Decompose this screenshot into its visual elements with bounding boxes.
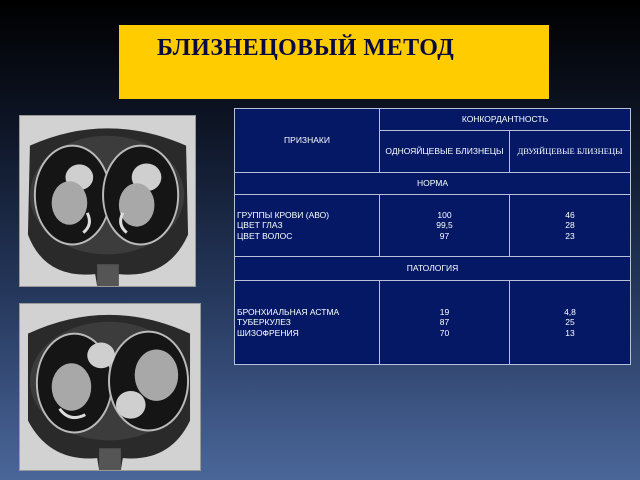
header-fraternal-twins: ДВУЯЙЦЕВЫЕ БЛИЗНЕЦЫ <box>510 131 631 173</box>
value-cell: 70 <box>439 327 450 338</box>
fetus-twins-drawing-icon <box>20 304 200 470</box>
value-cell: 25 <box>565 317 575 328</box>
trait-tuberculosis: ТУБЕРКУЛЕЗ <box>237 317 291 328</box>
trait-blood-groups: ГРУППЫ КРОВИ (АВО) <box>237 209 330 220</box>
section-norm: НОРМА <box>235 173 631 195</box>
header-concordance: КОНКОРДАНТНОСТЬ <box>380 109 631 131</box>
value-cell: 97 <box>439 230 450 241</box>
section-pathology: ПАТОЛОГИЯ <box>235 257 631 281</box>
concordance-table <box>234 108 631 365</box>
value-cell: 23 <box>565 230 575 241</box>
norm-traits <box>235 195 380 257</box>
pathology-traits <box>235 281 380 365</box>
value-cell: 4,8 <box>564 306 576 317</box>
trait-bronchial-asthma: БРОНХИАЛЬНАЯ АСТМА <box>237 306 340 317</box>
fetus-twins-drawing-icon <box>20 116 195 286</box>
value-cell: 87 <box>439 317 450 328</box>
value-cell: 46 <box>565 209 575 220</box>
norm-fraternal-values <box>510 195 631 257</box>
trait-schizophrenia: ШИЗОФРЕНИЯ <box>237 327 299 338</box>
value-cell: 13 <box>565 327 575 338</box>
pathology-fraternal-values <box>510 281 631 365</box>
header-identical-twins: ОДНОЯЙЦЕВЫЕ БЛИЗНЕЦЫ <box>380 131 510 173</box>
value-cell: 99,5 <box>436 220 453 231</box>
value-cell: 19 <box>439 306 450 317</box>
slide-title: БЛИЗНЕЦОВЫЙ МЕТОД <box>157 35 455 61</box>
trait-hair-color: ЦВЕТ ВОЛОС <box>237 230 293 241</box>
pathology-identical-values <box>380 281 510 365</box>
title-banner <box>119 25 549 99</box>
norm-identical-values <box>380 195 510 257</box>
twins-in-uterus-illustration-2 <box>19 303 201 471</box>
value-cell: 28 <box>565 220 575 231</box>
twins-in-uterus-illustration-1 <box>19 115 196 287</box>
header-signs: ПРИЗНАКИ <box>235 109 380 173</box>
trait-eye-color: ЦВЕТ ГЛАЗ <box>237 220 283 231</box>
value-cell: 100 <box>437 209 452 220</box>
